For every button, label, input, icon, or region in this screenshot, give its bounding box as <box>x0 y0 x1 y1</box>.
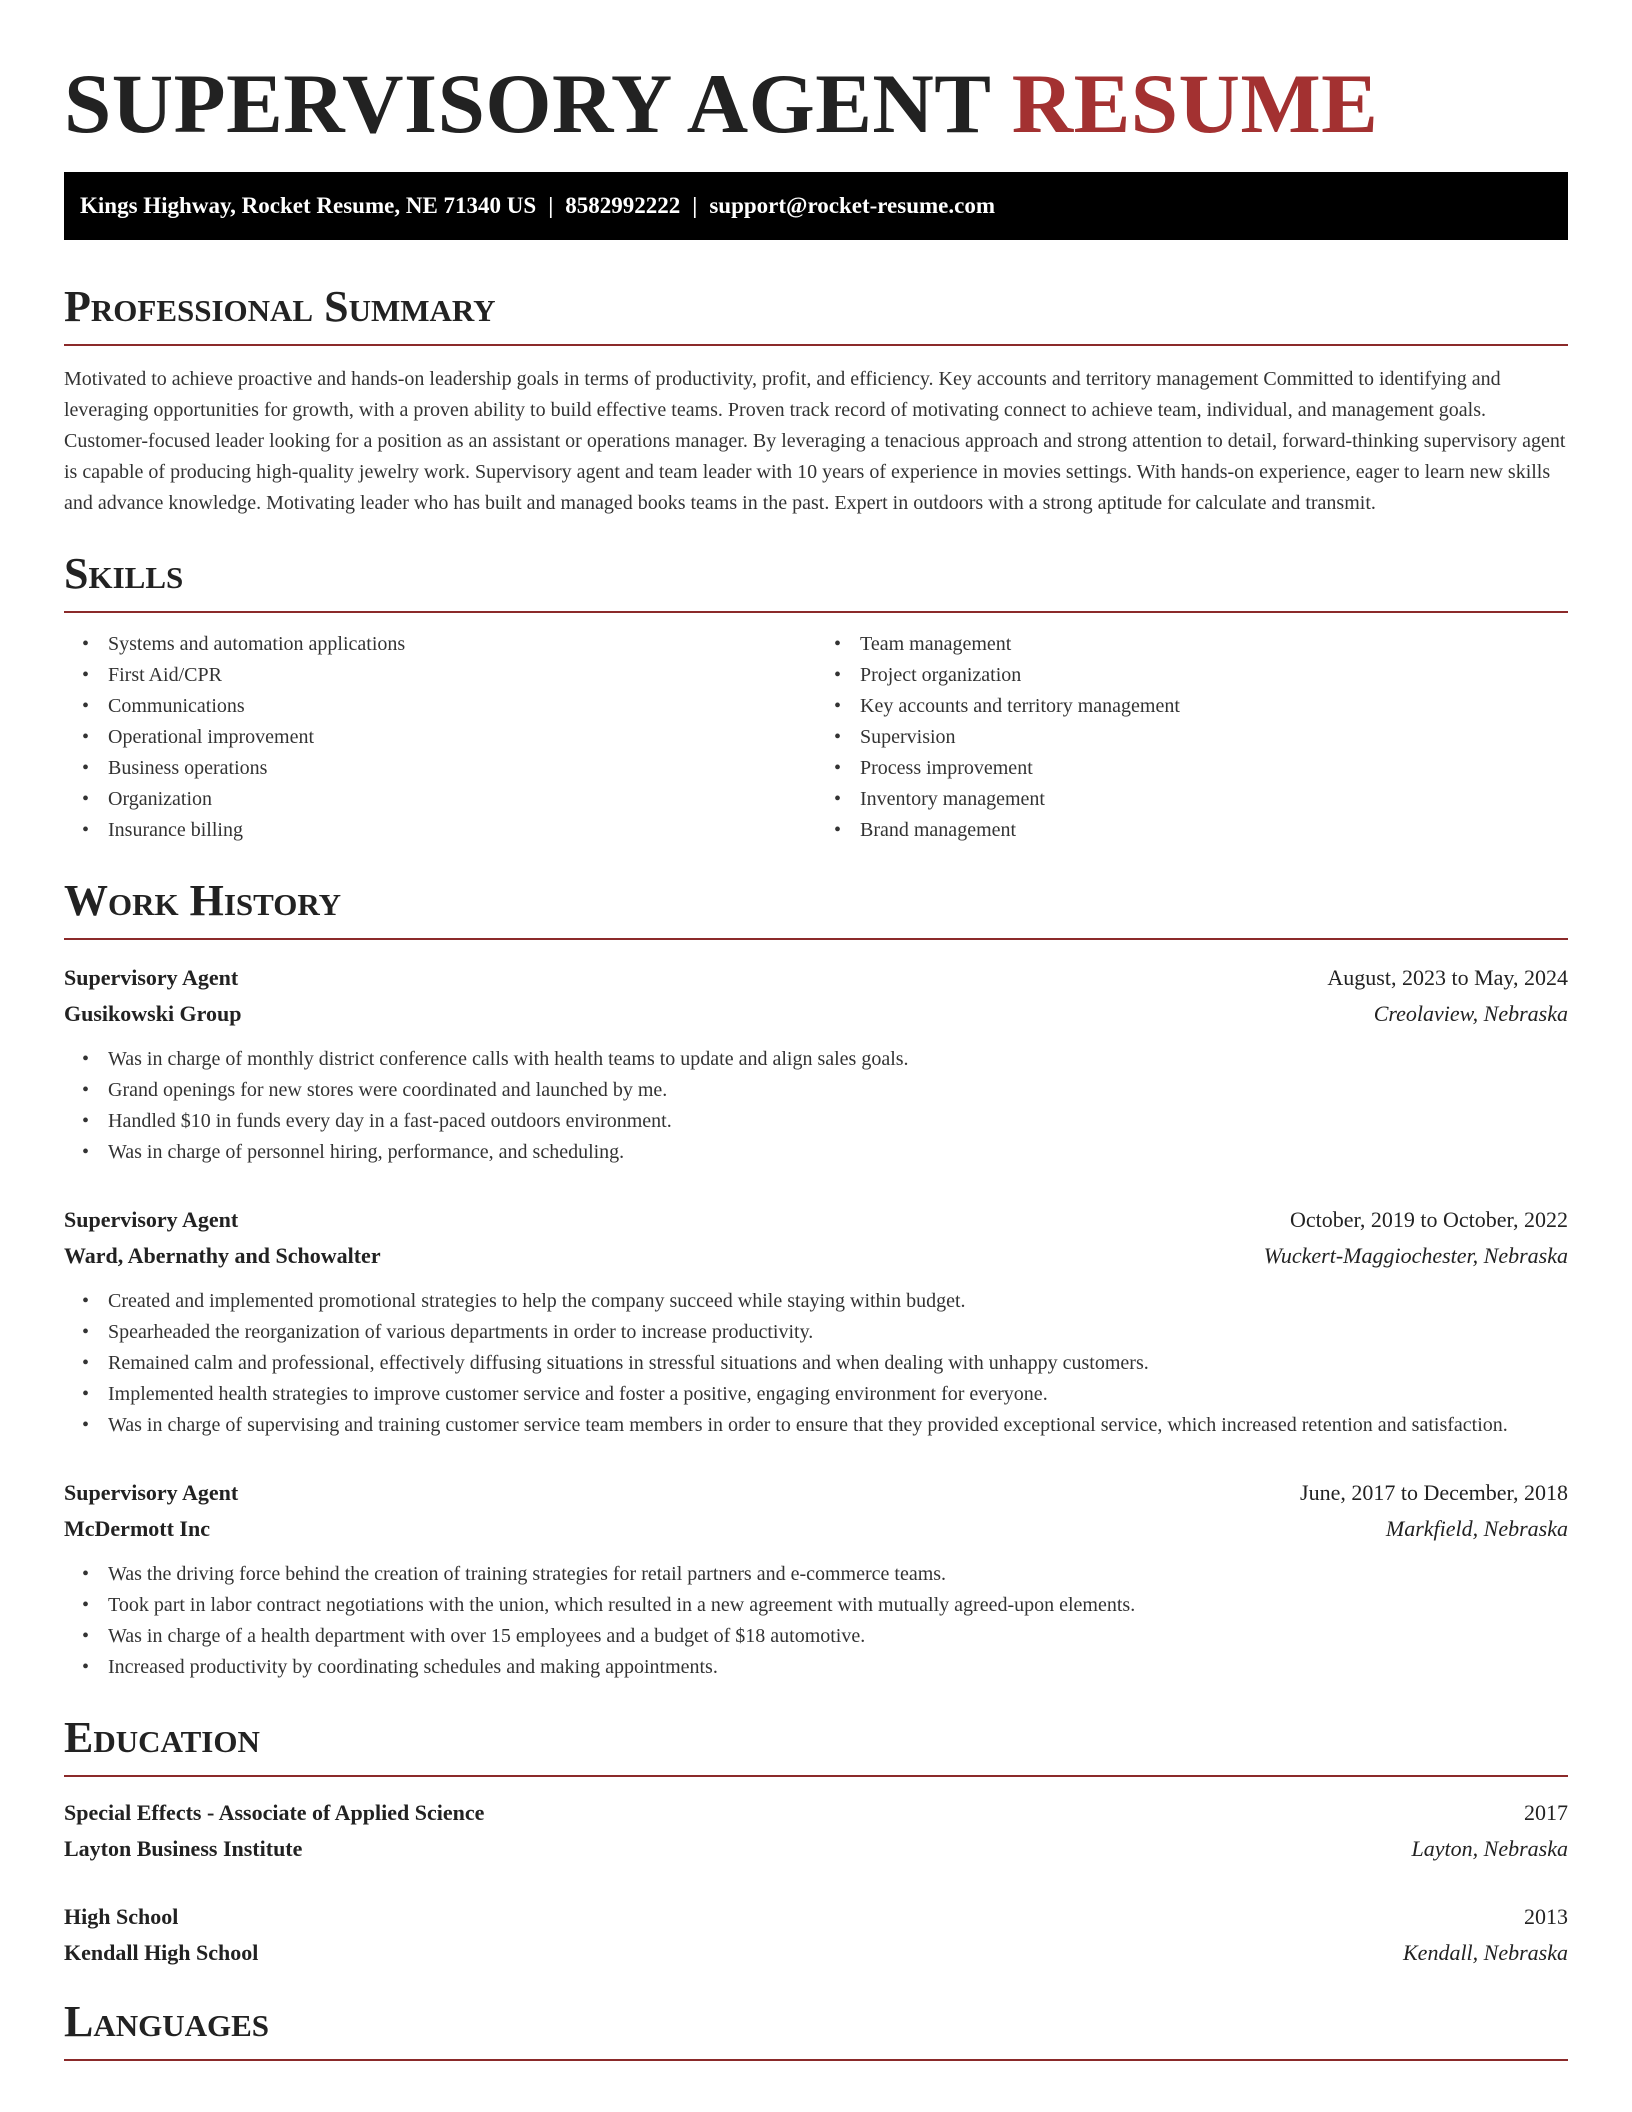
job-title: Supervisory Agent <box>64 1207 239 1232</box>
job-bullet: • Grand openings for new stores were coordinated and launched by me. <box>108 1075 1568 1106</box>
contact-bar <box>64 172 1568 240</box>
job-bullet: • Implemented health strategies to improve customer service and foster a positive, engaging environment for everyone. <box>108 1379 1568 1410</box>
resume-page <box>64 0 1568 2061</box>
contact-separator: | <box>548 193 554 218</box>
job-dates: October, 2019 to October, 2022 <box>1289 1207 1568 1232</box>
contact-email: support@rocket-resume.com <box>709 193 995 218</box>
section-heading: Education <box>64 1713 1568 1777</box>
skill-item: • Business operations <box>108 753 816 784</box>
section-heading: Professional Summary <box>64 282 1568 346</box>
title-accent: RESUME <box>1011 57 1379 151</box>
job-location: Creolaview, Nebraska <box>1373 1001 1568 1026</box>
job-bullets <box>64 1044 1568 1168</box>
skills-list-left <box>64 629 816 846</box>
job-entry <box>64 960 1568 1168</box>
job-location: Markfield, Nebraska <box>1385 1516 1568 1541</box>
skill-item: • Operational improvement <box>108 722 816 753</box>
job-location: Wuckert-Maggiochester, Nebraska <box>1263 1243 1568 1268</box>
job-bullet: • Spearheaded the reorganization of various departments in order to increase productivity. <box>108 1317 1568 1348</box>
job-company: Gusikowski Group <box>64 1001 242 1026</box>
job-bullet: • Remained calm and professional, effectively diffusing situations in stressful situations and when dealing with unhappy customers. <box>108 1348 1568 1379</box>
skill-item: • Systems and automation applications <box>108 629 816 660</box>
skill-item: • Process improvement <box>860 753 1568 784</box>
section-heading: Languages <box>64 1997 1568 2061</box>
job-title: Supervisory Agent <box>64 965 239 990</box>
section-heading: Work History <box>64 876 1568 940</box>
contact-phone: 8582992222 <box>565 193 681 218</box>
job-company-row <box>64 996 1568 1032</box>
job-company-row <box>64 1511 1568 1547</box>
skill-item: • Inventory management <box>860 784 1568 815</box>
education-degree-row <box>64 1899 1568 1935</box>
languages-section <box>64 1997 1568 2061</box>
education-degree: Special Effects - Associate of Applied Science <box>64 1800 485 1825</box>
education-location: Kendall, Nebraska <box>1403 1940 1568 1965</box>
education-year: 2017 <box>1524 1800 1568 1825</box>
job-entry <box>64 1475 1568 1683</box>
job-bullet: • Was the driving force behind the creation of training strategies for retail partners and e-commerce teams. <box>108 1559 1568 1590</box>
job-bullet: • Increased productivity by coordinating schedules and making appointments. <box>108 1652 1568 1683</box>
skills-grid <box>64 629 1568 846</box>
education-school: Kendall High School <box>64 1940 259 1965</box>
job-bullets <box>64 1559 1568 1683</box>
job-bullet: • Was in charge of supervising and training customer service team members in order to ensure that they provided exceptional service, which increased retention and satisfaction. <box>108 1410 1568 1441</box>
job-header-row <box>64 960 1568 996</box>
education-entry <box>64 1899 1568 1971</box>
job-title: Supervisory Agent <box>64 1480 239 1505</box>
job-bullet: • Was in charge of monthly district conference calls with health teams to update and align sales goals. <box>108 1044 1568 1075</box>
professional-summary-section <box>64 282 1568 519</box>
education-degree-row <box>64 1795 1568 1831</box>
education-year: 2013 <box>1524 1904 1568 1929</box>
skill-item: • Communications <box>108 691 816 722</box>
job-header-row <box>64 1475 1568 1511</box>
skill-item: • Team management <box>860 629 1568 660</box>
contact-address: Kings Highway, Rocket Resume, NE 71340 US <box>80 193 537 218</box>
job-dates: August, 2023 to May, 2024 <box>1327 965 1568 990</box>
skill-item: • Project organization <box>860 660 1568 691</box>
summary-text: Motivated to achieve proactive and hands-on leadership goals in terms of productivity, profit, and efficiency. Key accounts and territory management Committed to identifying and leveraging opportunities for growth, with a proven ability to build effective teams. Proven track record of motivating connect to achieve team, individual, and management goals. Customer-focused leader looking for a position as an assistant or operations manager. By leveraging a tenacious approach and strong attention to detail, forward-thinking supervisory agent is capable of producing high-quality jewelry work. Supervisory agent and team leader with 10 years of experience in movies settings. With hands-on experience, eager to learn new skills and advance knowledge. Motivating leader who has built and managed books teams in the past. Expert in outdoors with a strong aptitude for calculate and transmit. <box>64 368 1566 514</box>
education-entry <box>64 1795 1568 1867</box>
job-entry <box>64 1202 1568 1441</box>
job-bullet: • Was in charge of personnel hiring, performance, and scheduling. <box>108 1137 1568 1168</box>
skill-item: • Supervision <box>860 722 1568 753</box>
skill-item: • Organization <box>108 784 816 815</box>
work-history-section <box>64 876 1568 1683</box>
job-bullet: • Took part in labor contract negotiations with the union, which resulted in a new agreement with mutually agreed-upon elements. <box>108 1590 1568 1621</box>
job-bullet: • Was in charge of a health department with over 15 employees and a budget of $18 automotive. <box>108 1621 1568 1652</box>
job-bullet: • Created and implemented promotional strategies to help the company succeed while staying within budget. <box>108 1286 1568 1317</box>
job-company: McDermott Inc <box>64 1516 210 1541</box>
skill-item: • Insurance billing <box>108 815 816 846</box>
title-main: SUPERVISORY AGENT <box>64 57 990 151</box>
education-degree: High School <box>64 1904 179 1929</box>
resume-title <box>64 58 1568 150</box>
education-school: Layton Business Institute <box>64 1836 303 1861</box>
education-school-row <box>64 1935 1568 1971</box>
job-header-row <box>64 1202 1568 1238</box>
education-location: Layton, Nebraska <box>1411 1836 1568 1861</box>
job-bullets <box>64 1286 1568 1441</box>
contact-separator: | <box>692 193 698 218</box>
education-section <box>64 1713 1568 1971</box>
section-heading: Skills <box>64 549 1568 613</box>
skill-item: • First Aid/CPR <box>108 660 816 691</box>
skills-section <box>64 549 1568 846</box>
job-bullet: • Handled $10 in funds every day in a fast-paced outdoors environment. <box>108 1106 1568 1137</box>
skills-list-right <box>816 629 1568 846</box>
skill-item: • Key accounts and territory management <box>860 691 1568 722</box>
skill-item: • Brand management <box>860 815 1568 846</box>
education-school-row <box>64 1831 1568 1867</box>
job-dates: June, 2017 to December, 2018 <box>1300 1480 1568 1505</box>
job-company-row <box>64 1238 1568 1274</box>
job-company: Ward, Abernathy and Schowalter <box>64 1243 381 1268</box>
